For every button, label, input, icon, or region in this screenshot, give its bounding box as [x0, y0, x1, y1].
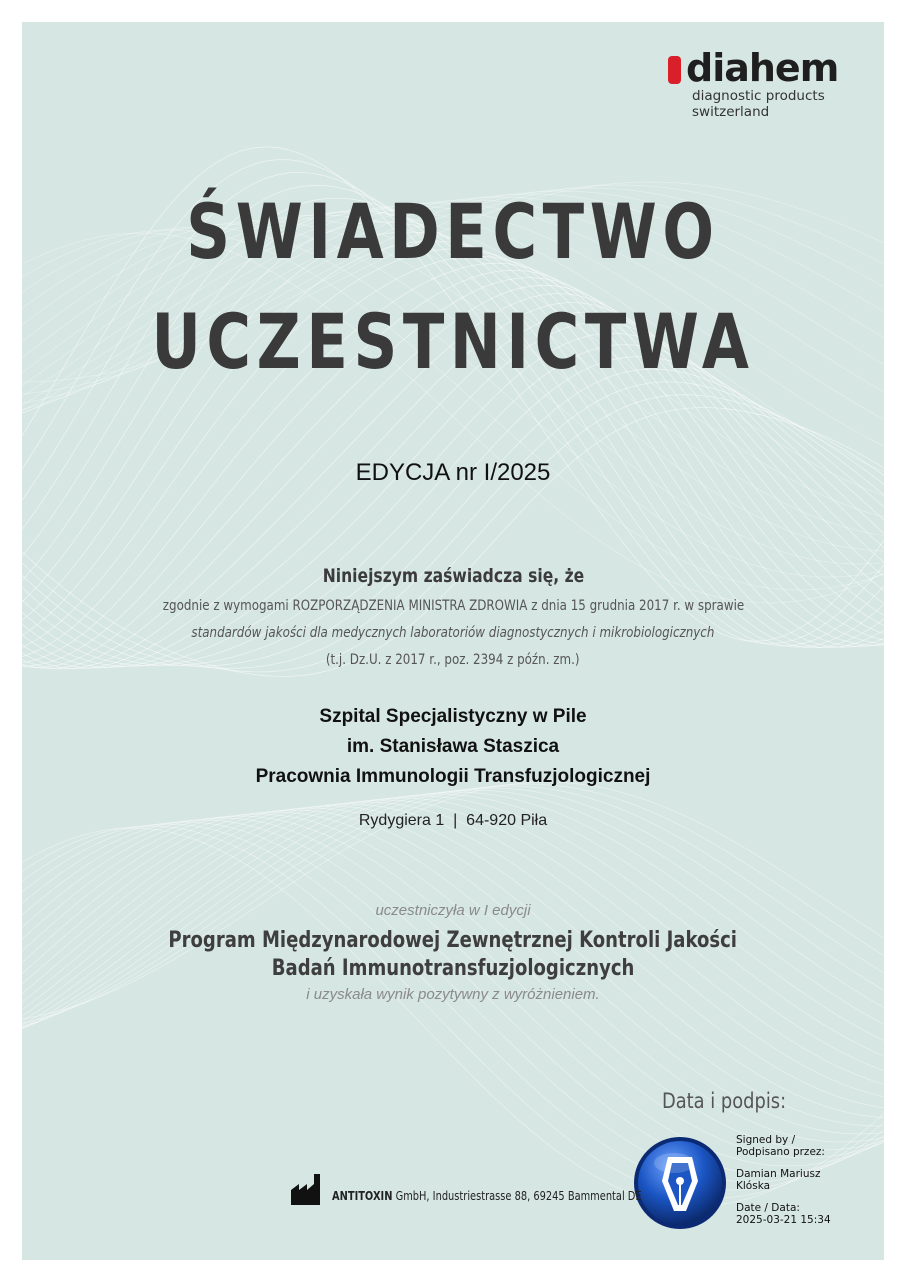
guilloche-line [22, 233, 884, 603]
legal-reference-text: (t.j. Dz.U. z 2017 r., poz. 2394 z późn. zm.) [326, 652, 580, 668]
institution-department: Pracownia Immunologii Transfuzjologicznej [255, 766, 651, 787]
logo-red-mark [668, 56, 681, 84]
diahem-logo [668, 48, 868, 120]
legal-reference-line [22, 652, 884, 668]
date-signature-heading: Data i podpis: [662, 1089, 787, 1113]
program-name-2-text: Badań Immunotransfuzjologicznych [271, 956, 635, 981]
institution-patron: im. Stanisława Staszica [346, 736, 560, 757]
program-name-1-text: Program Międzynarodowej Zewnętrznej Kontroli Jakości [168, 928, 738, 953]
certificate-title-line-1: ŚWIADECTWO [186, 187, 720, 276]
standards-line [22, 625, 884, 641]
guilloche-line [22, 230, 884, 590]
signed-by-label-1: Signed by / [736, 1134, 796, 1146]
signer-name-2: Klóska [736, 1179, 771, 1192]
guilloche-line [22, 794, 884, 1053]
standards-text: standardów jakości dla medycznych laboratoriów diagnostycznych i mikrobiologicznych [191, 625, 715, 641]
certificate-title-line-2: UCZESTNICTWA [151, 297, 755, 386]
manufacturer-name: ANTITOXIN [332, 1189, 393, 1203]
logo-wordmark: diahem [686, 46, 839, 90]
regulation-line [22, 598, 884, 614]
participation-note: uczestniczyła w I edycji [375, 902, 531, 919]
regulation-text: zgodnie z wymogami ROZPORZĄDZENIA MINISTRA ZDROWIA z dnia 15 grudnia 2017 r. w sprawie [162, 598, 744, 614]
manufacturer-info [332, 1189, 642, 1203]
logo-tagline-2: switzerland [692, 104, 770, 120]
program-name-line-2 [22, 955, 884, 981]
manufacturer-factory-icon [290, 1172, 326, 1206]
manufacturer-address: GmbH, Industriestrasse 88, 69245 Bammental DE [392, 1189, 642, 1203]
date-label: Date / Data: [736, 1202, 800, 1214]
institution-name: Szpital Specjalistyczny w Pile [319, 706, 587, 727]
digital-signature-seal-icon [632, 1135, 728, 1231]
certificate-sheet [22, 22, 884, 1260]
hereby-heading [22, 565, 884, 588]
result-note: i uzyskała wynik pozytywny z wyróżnieniem. [306, 986, 600, 1003]
signed-by-label-2: Podpisano przez: [736, 1145, 825, 1158]
program-name-line-1 [22, 927, 884, 953]
signature-details [736, 1135, 876, 1226]
logo-tagline-1: diagnostic products [692, 88, 825, 104]
edition-number: EDYCJA nr I/2025 [355, 459, 551, 486]
guilloche-line [22, 345, 884, 666]
hereby-text: Niniejszym zaświadcza się, że [322, 565, 584, 587]
institution-address: Rydygiera 1 | 64-920 Piła [358, 812, 548, 829]
date-value: 2025-03-21 15:34 [736, 1213, 831, 1226]
signer-name-1: Damian Mariusz [736, 1168, 821, 1180]
